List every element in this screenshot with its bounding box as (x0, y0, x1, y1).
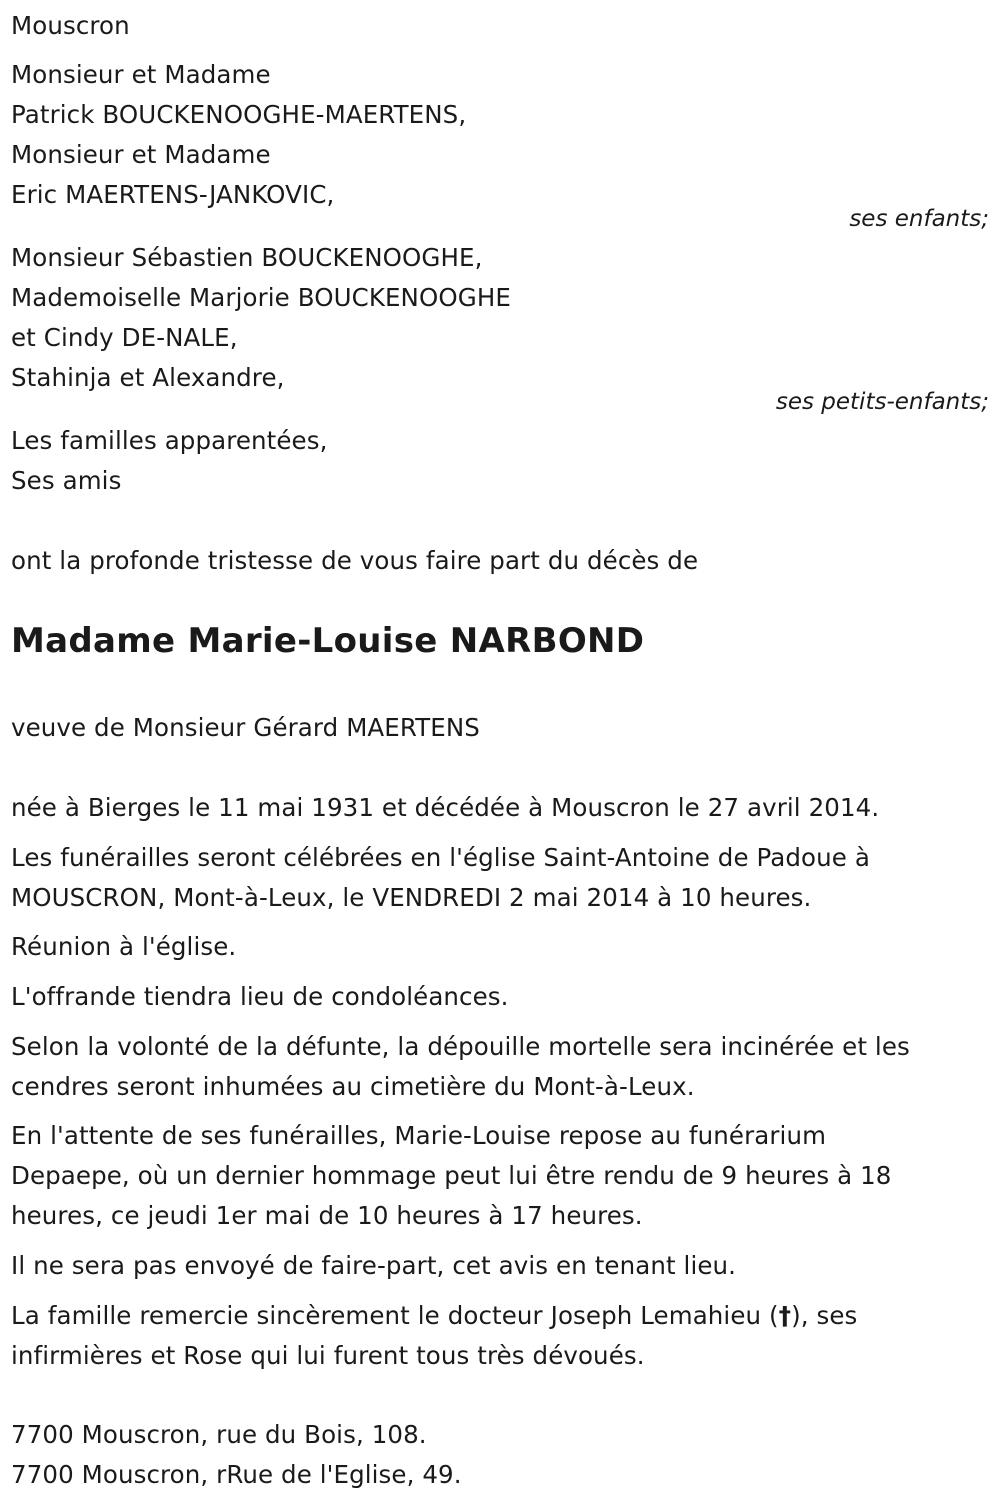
deceased-name: Madame Marie-Louise NARBOND (11, 621, 645, 661)
rest-text: heures, ce jeudi 1er mai de 10 heures à 17 heures. (11, 1201, 643, 1230)
funeral-text: Les funérailles seront célébrées en l'église Saint-Antoine de Padoue à (11, 843, 870, 872)
children-line: Monsieur et Madame (11, 140, 271, 169)
thanks-text-start: La famille remercie sincèrement le docteur Joseph Lemahieu ( (11, 1301, 779, 1330)
thanks-text: infirmières et Rose qui lui furent tous très dévoués. (11, 1341, 645, 1370)
wish-text: Selon la volonté de la défunte, la dépouille mortelle sera incinérée et les (11, 1032, 910, 1061)
grandchildren-line: Stahinja et Alexandre, (11, 363, 285, 392)
funeral-text: MOUSCRON, Mont-à-Leux, le VENDREDI 2 mai 2014 à 10 heures. (11, 883, 812, 912)
children-line: Patrick BOUCKENOOGHE-MAERTENS, (11, 100, 467, 129)
relatives-line: Les familles apparentées, (11, 426, 328, 455)
thanks-text (11, 1296, 857, 1336)
grandchildren-line: Monsieur Sébastien BOUCKENOOGHE, (11, 243, 483, 272)
cross-icon: † (778, 1301, 792, 1330)
friends-line: Ses amis (11, 466, 122, 495)
announcement-text: ont la profonde tristesse de vous faire part du décès de (11, 546, 699, 575)
no-card-text: Il ne sera pas envoyé de faire-part, cet avis en tenant lieu. (11, 1251, 737, 1280)
thanks-text-end: ), ses (791, 1301, 858, 1330)
city-heading: Mouscron (11, 11, 130, 40)
offering-text: L'offrande tiendra lieu de condoléances. (11, 982, 509, 1011)
children-line: Eric MAERTENS-JANKOVIC, (11, 180, 335, 209)
wish-text: cendres seront inhumées au cimetière du Mont-à-Leux. (11, 1072, 695, 1101)
children-role: ses enfants; (849, 206, 989, 232)
grandchildren-line: et Cindy DE-NALE, (11, 323, 238, 352)
children-line: Monsieur et Madame (11, 60, 271, 89)
widow-of-text: veuve de Monsieur Gérard MAERTENS (11, 713, 480, 742)
birth-death-text: née à Bierges le 11 mai 1931 et décédée à Mouscron le 27 avril 2014. (11, 793, 880, 822)
grandchildren-role: ses petits-enfants; (775, 389, 989, 415)
grandchildren-line: Mademoiselle Marjorie BOUCKENOOGHE (11, 283, 511, 312)
rest-text: Depaepe, où un dernier hommage peut lui être rendu de 9 heures à 18 (11, 1161, 892, 1190)
address-line: 7700 Mouscron, rRue de l'Eglise, 49. (11, 1460, 462, 1489)
rest-text: En l'attente de ses funérailles, Marie-Louise repose au funérarium (11, 1121, 827, 1150)
address-line: 7700 Mouscron, rue du Bois, 108. (11, 1420, 427, 1449)
meeting-text: Réunion à l'église. (11, 932, 237, 961)
